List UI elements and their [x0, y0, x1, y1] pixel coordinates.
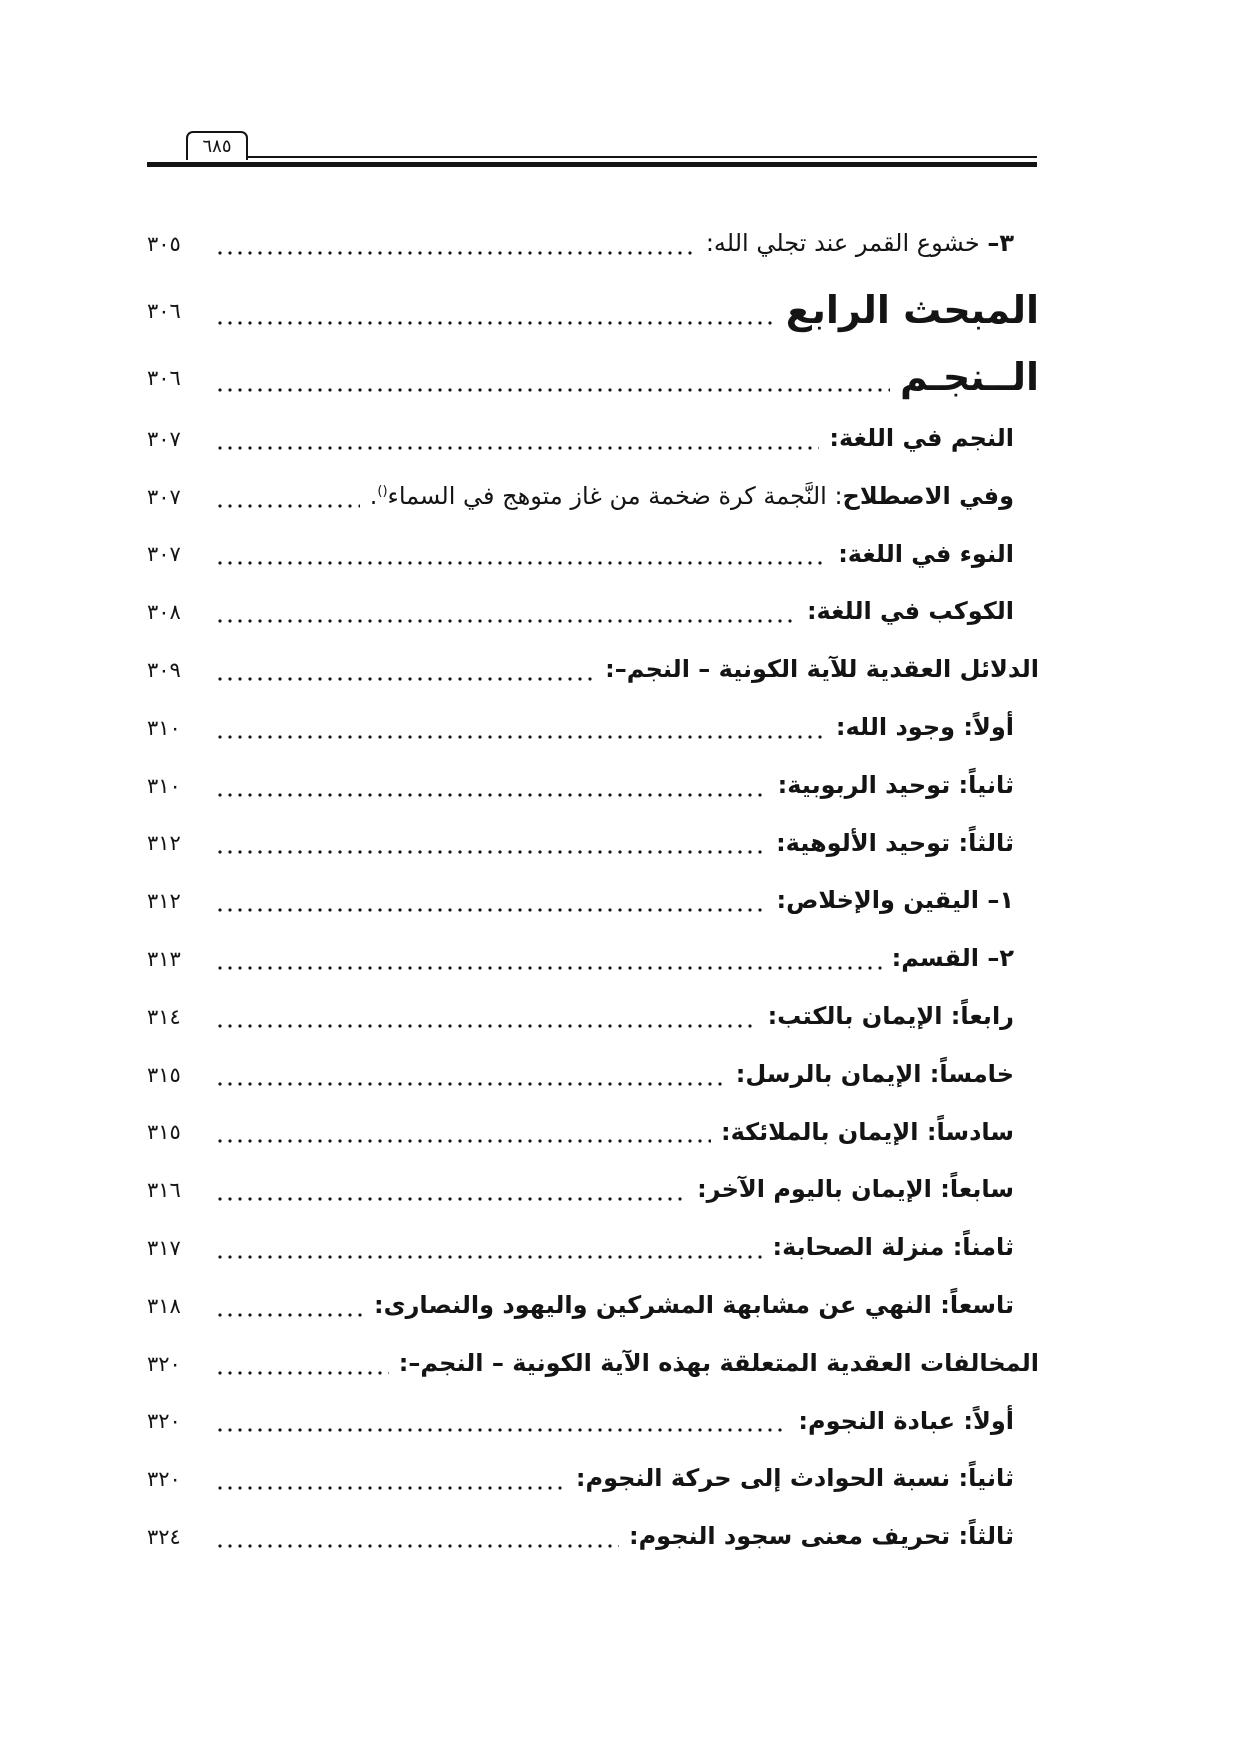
toc-entry-page-number: ٣٠٦: [147, 299, 181, 323]
toc-entry-label: وفي الاصطلاح: [842, 481, 1014, 510]
toc-entry-title: تاسعاً: النهي عن مشابهة المشركين واليهود والنصارى:: [374, 1291, 1014, 1320]
toc-entry-title: سابعاً: الإيمان باليوم الآخر:: [697, 1175, 1014, 1204]
toc-entry-title: ١– اليقين والإخلاص:: [776, 886, 1014, 915]
toc-entry: [147, 583, 1039, 641]
toc-entry-page-number: ٣١٠: [147, 715, 181, 740]
header-rule-thick: [147, 162, 1037, 167]
section-heading: [147, 346, 1039, 410]
toc-entry-page-number: ٣١٠: [147, 773, 181, 798]
toc-entry-page-number: ٣٢٠: [147, 1467, 181, 1492]
toc-entry-page-number: ٣٠٩: [147, 658, 181, 683]
toc-entry-title: ثانياً: توحيد الربوبية:: [777, 770, 1014, 799]
dot-leader: [215, 964, 882, 972]
dot-leader: [215, 1484, 566, 1492]
toc-entry-text: : النَّجمة كرة ضخمة من غاز متوهج في السماء: [387, 481, 843, 510]
toc-entry-page-number: ٣٢٠: [147, 1351, 181, 1376]
header-rule-thin: [246, 156, 1037, 158]
toc-entry: [147, 988, 1039, 1046]
toc-entry: [147, 468, 1039, 526]
section-heading-title: المبحث الرابع: [785, 288, 1039, 333]
footnote-marker: (): [377, 483, 388, 499]
toc-entry-page-number: ٣٠٨: [147, 600, 181, 625]
toc-entry: [147, 699, 1039, 757]
dot-leader: [215, 1137, 711, 1145]
toc-entry-title: ٢– القسم:: [891, 944, 1014, 973]
toc-entry-title: الكوكب في اللغة:: [806, 597, 1014, 626]
toc-entry: [147, 1335, 1039, 1393]
toc-entry-page-number: ٣٠٥: [147, 232, 181, 256]
toc-entry-label: ٣–: [987, 229, 1014, 258]
dot-leader: [215, 1022, 758, 1030]
toc-entry-title: ثانياً: نسبة الحوادث إلى حركة النجوم:: [575, 1464, 1014, 1493]
dot-leader: [215, 617, 797, 625]
toc-entry-page-number: ٣١٣: [147, 947, 181, 972]
toc-entry-page-number: ٣٠٧: [147, 542, 181, 567]
dot-leader: [215, 675, 595, 683]
section-heading-title: الــنجـم: [900, 355, 1039, 400]
toc-entry-title: المخالفات العقدية المتعلقة بهذه الآية الكونية – النجم–:: [398, 1348, 1039, 1377]
toc-entry-title: خامساً: الإيمان بالرسل:: [735, 1059, 1014, 1088]
toc-entry-title: النوء في اللغة:: [838, 539, 1014, 568]
toc-entry-page-number: ٣١٨: [147, 1293, 181, 1318]
toc-entry-title: أولاً: عبادة النجوم:: [798, 1406, 1014, 1435]
toc-entry-text-tail: .: [369, 481, 378, 510]
toc-entry-page-number: ٣١٢: [147, 889, 181, 914]
toc-entry: [147, 1393, 1039, 1451]
toc-entry-title: ثالثاً: تحريف معنى سجود النجوم:: [628, 1522, 1014, 1551]
dot-leader: [215, 444, 819, 452]
toc-entry: [147, 1104, 1039, 1162]
dot-leader: [215, 249, 696, 257]
dot-leader: [215, 1311, 364, 1319]
toc-entry: [147, 1508, 1039, 1566]
dot-leader: [215, 733, 826, 741]
dot-leader: [215, 906, 767, 914]
dot-leader: [215, 1253, 762, 1261]
toc-entry: [147, 1277, 1039, 1335]
dot-leader: [215, 1195, 687, 1203]
dot-leader: [215, 559, 828, 567]
toc-entry: [147, 872, 1039, 930]
dot-leader: [215, 791, 768, 799]
toc-entry-page-number: ٣١٦: [147, 1178, 181, 1203]
toc-entry-page-number: ٣١٤: [147, 1004, 181, 1029]
toc-entry-title: رابعاً: الإيمان بالكتب:: [767, 1002, 1014, 1031]
dot-leader: [215, 502, 360, 510]
toc-entry-title: ثامناً: منزلة الصحابة:: [772, 1233, 1014, 1262]
dot-leader: [215, 1426, 788, 1434]
toc-entry: [147, 1450, 1039, 1508]
toc-entry-page-number: ٣٢٠: [147, 1409, 181, 1434]
toc-entry-title: [706, 227, 1014, 261]
toc-entry-page-number: ٣١٧: [147, 1236, 181, 1261]
toc-entry: [147, 212, 1039, 276]
toc-entry: [147, 930, 1039, 988]
dot-leader: [215, 848, 766, 856]
toc-entry-page-number: ٣١٥: [147, 1062, 181, 1087]
dot-leader: [215, 1542, 619, 1550]
toc-entry-page-number: ٣١٢: [147, 831, 181, 856]
toc-entry: [147, 641, 1039, 699]
toc-entry-page-number: ٣٠٧: [147, 426, 181, 451]
dot-leader: [215, 1080, 726, 1088]
page-number: ٦٨٥: [202, 136, 232, 157]
toc-entry-page-number: ٣١٥: [147, 1120, 181, 1145]
toc-entry-title: ثالثاً: توحيد الألوهية:: [776, 828, 1014, 857]
dot-leader: [215, 319, 776, 327]
page-number-box: [186, 131, 248, 160]
toc-entry-title: سادساً: الإيمان بالملائكة:: [720, 1117, 1014, 1146]
toc-entry-page-number: ٣٠٦: [147, 366, 181, 390]
toc-entry: [147, 410, 1039, 468]
table-of-contents: [147, 212, 1039, 1566]
toc-entry-page-number: ٣٠٧: [147, 484, 181, 509]
toc-entry-title: أولاً: وجود الله:: [835, 713, 1014, 742]
section-heading: [147, 276, 1039, 346]
toc-entry: [147, 1161, 1039, 1219]
toc-entry: [147, 526, 1039, 584]
toc-entry-text: خشوع القمر عند تجلي الله:: [705, 229, 988, 258]
dot-leader: [215, 386, 890, 394]
toc-entry-title: [370, 480, 1014, 514]
dot-leader: [215, 1369, 389, 1377]
toc-entry-title: الدلائل العقدية للآية الكونية – النجم–:: [605, 655, 1039, 684]
toc-entry: [147, 815, 1039, 873]
toc-entry: [147, 1219, 1039, 1277]
toc-entry-page-number: ٣٢٤: [147, 1525, 181, 1550]
toc-entry: [147, 1046, 1039, 1104]
toc-entry: [147, 757, 1039, 815]
toc-entry-title: النجم في اللغة:: [829, 424, 1014, 453]
